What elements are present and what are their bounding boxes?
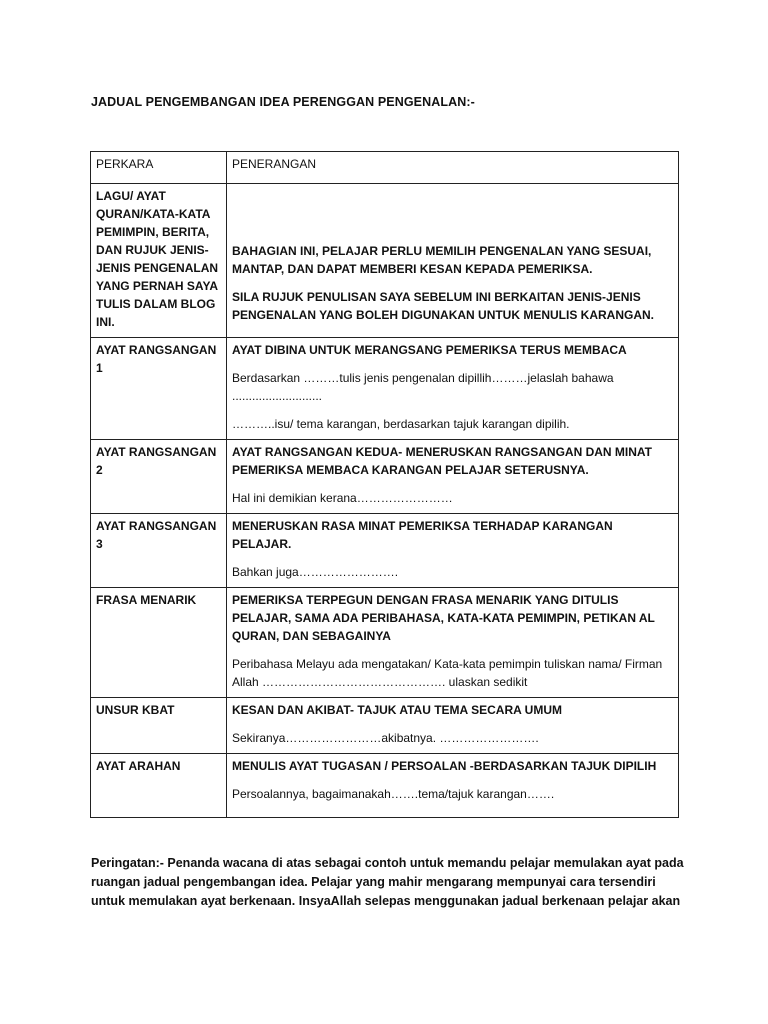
row-text: BAHAGIAN INI, PELAJAR PERLU MEMILIH PENGENALAN YANG SESUAI, MANTAP, DAN DAPAT MEMBERI KESAN KEPADA PEMERIKSA. [232,244,652,276]
row-text: ………..isu/ tema karangan, berdasarkan tajuk karangan dipilih. [232,417,570,431]
row-perkara: UNSUR KBAT [91,698,227,754]
row-penerangan [227,698,679,754]
row-perkara: AYAT RANGSANGAN 1 [91,338,227,440]
table-row [91,754,679,818]
row-heading: MENERUSKAN RASA MINAT PEMERIKSA TERHADAP KARANGAN PELAJAR. [232,519,613,551]
row-text: Berdasarkan ………tulis jenis pengenalan dipillih………jelaslah bahawa ........................... [232,371,614,403]
row-text: Peribahasa Melayu ada mengatakan/ Kata-kata pemimpin tuliskan nama/ Firman Allah ………………………………………. ulaskan sedikit [232,657,663,689]
row-perkara: AYAT RANGSANGAN 3 [91,514,227,588]
row-penerangan [227,514,679,588]
row-perkara: AYAT ARAHAN [91,754,227,818]
table-row [91,698,679,754]
row-heading: KESAN DAN AKIBAT- TAJUK ATAU TEMA SECARA UMUM [232,703,562,717]
table-row [91,440,679,514]
table-header-row [91,152,679,184]
header-perkara: PERKARA [91,152,227,184]
row-penerangan [227,338,679,440]
row-penerangan [227,440,679,514]
row-text: Hal ini demikian kerana…………………… [232,491,453,505]
row-penerangan [227,588,679,698]
table-row [91,588,679,698]
row-heading: AYAT DIBINA UNTUK MERANGSANG PEMERIKSA TERUS MEMBACA [232,343,627,357]
idea-development-table [90,151,679,818]
row-penerangan [227,184,679,338]
row-text: Persoalannya, bagaimanakah…….tema/tajuk karangan……. [232,787,555,801]
row-heading: PEMERIKSA TERPEGUN DENGAN FRASA MENARIK YANG DITULIS PELAJAR, SAMA ADA PERIBAHASA, KATA-KATA PEMIMPIN, PETIKAN AL QURAN, DAN SEBAGAINYA [232,593,655,643]
row-text: SILA RUJUK PENULISAN SAYA SEBELUM INI BERKAITAN JENIS-JENIS PENGENALAN YANG BOLEH DIGUNAKAN UNTUK MENULIS KARANGAN. [232,290,655,322]
document-title: JADUAL PENGEMBANGAN IDEA PERENGGAN PENGENALAN:- [91,95,475,109]
table-row [91,514,679,588]
row-heading: MENULIS AYAT TUGASAN / PERSOALAN -BERDASARKAN TAJUK DIPILIH [232,759,657,773]
header-penerangan: PENERANGAN [227,152,679,184]
row-text: Sekiranya……………………akibatnya. ……………………. [232,731,539,745]
table-row [91,338,679,440]
table-row [91,184,679,338]
row-perkara: AYAT RANGSANGAN 2 [91,440,227,514]
row-penerangan [227,754,679,818]
row-perkara: LAGU/ AYAT QURAN/KATA-KATA PEMIMPIN, BERITA, DAN RUJUK JENIS-JENIS PENGENALAN YANG PERNAH SAYA TULIS DALAM BLOG INI. [91,184,227,338]
row-text: Bahkan juga……………………. [232,565,399,579]
row-heading: AYAT RANGSANGAN KEDUA- MENERUSKAN RANGSANGAN DAN MINAT PEMERIKSA MEMBACA KARANGAN PELAJAR SETERUSNYA. [232,445,653,477]
row-perkara: FRASA MENARIK [91,588,227,698]
reminder-note: Peringatan:- Penanda wacana di atas sebagai contoh untuk memandu pelajar memulakan ayat pada ruangan jadual pengembangan idea. Pelajar yang mahir mengarang mempunyai cara tersendiri untuk memulakan ayat berkenaan. InsyaAllah selepas menggunakan jadual berkenaan pelajar akan [91,856,684,908]
